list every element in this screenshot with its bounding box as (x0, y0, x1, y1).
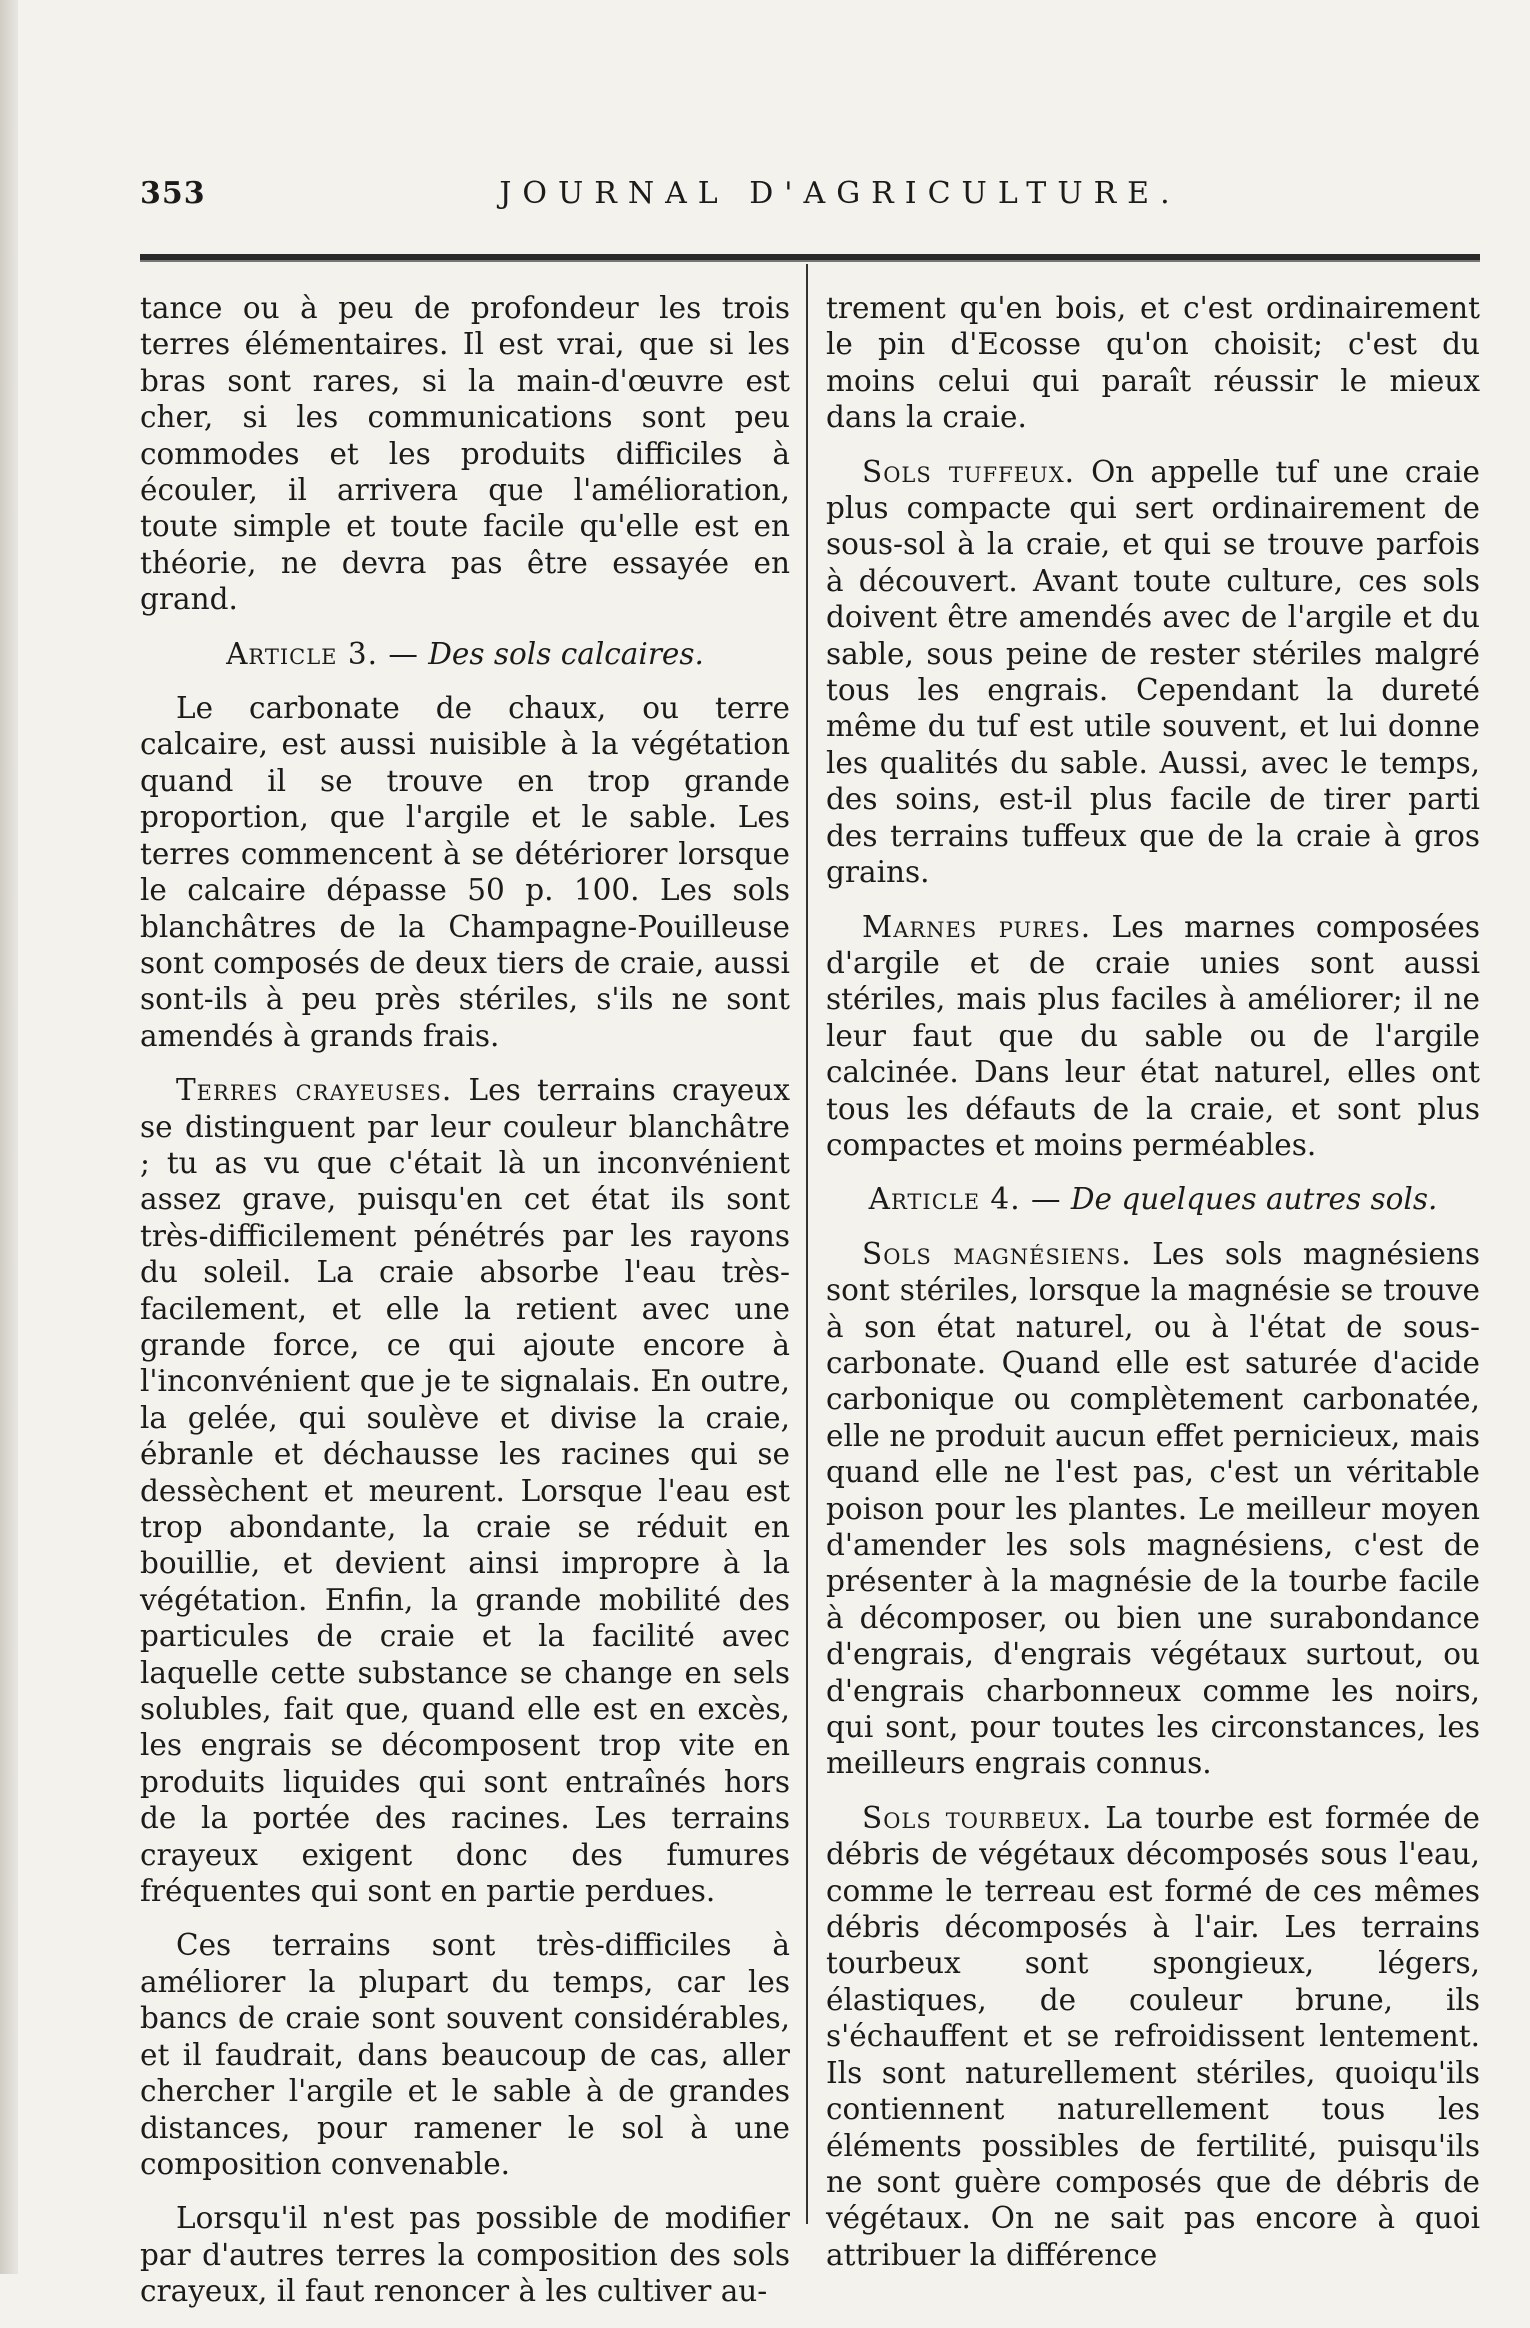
paragraph (826, 909, 1480, 1164)
article-heading (826, 1181, 1480, 1217)
section-lead: Sols tuffeux. (862, 454, 1076, 489)
paragraph (826, 454, 1480, 891)
paragraph-text: Les terrains crayeux se distinguent par leur couleur blanchâtre ; tu as vu que c'était là un inconvénient assez grave, puisqu'en cet état ils sont très-difficilement pénétrés par les rayons du soleil. La craie absorbe l'eau très-facilement, et elle la retient avec une grande force, ce qui ajoute encore à l'inconvénient que je te signalais. En outre, la gelée, qui soulève et divise la craie, ébranle et déchausse les racines qui se dessèchent et meurent. Lorsque l'eau est trop abondante, la craie se réduit en bouillie, et devient ainsi impropre à la végétation. Enfin, la grande mobilité des particules de craie et la facilité avec laquelle cette substance se change en sels solubles, fait que, quand elle est en excès, les engrais se décomposent trop vite en produits liquides qui sont entraînés hors de la portée des racines. Les terrains crayeux exigent donc des fumures fréquentes qui sont en partie perdues. (140, 1073, 790, 1909)
left-column (140, 290, 790, 2328)
header-rule (140, 254, 1480, 262)
paragraph (826, 1800, 1480, 2273)
running-title: JOURNAL D'AGRICULTURE. (499, 176, 1181, 211)
article-label: Article 4. — (868, 1182, 1062, 1217)
paragraph: Le carbonate de chaux, ou terre calcaire, est aussi nuisible à la végétation quand il se trouve en trop grande proportion, que l'argile et le sable. Les terres commencent à se détériorer lorsque le calcaire dépasse 50 p. 100. Les sols blanchâtres de la Champagne-Pouilleuse sont composés de deux tiers de craie, aussi sont-ils à peu près stériles, s'ils ne sont amendés à grands frais. (140, 691, 790, 1053)
right-column (826, 290, 1480, 2291)
section-lead: Marnes pures. (862, 909, 1092, 944)
section-lead: Terres crayeuses. (176, 1073, 453, 1108)
article-label: Article 3. — (226, 636, 419, 671)
article-title: De quelques autres sols. (1070, 1182, 1438, 1217)
section-lead: Sols tourbeux. (862, 1800, 1093, 1835)
article-heading (140, 636, 790, 672)
page-number: 353 (140, 176, 206, 211)
paragraph-text: Les sols magnésiens sont stériles, lorsque la magnésie se trouve à son état naturel, ou à l'état de sous-carbonate. Quand elle est saturée d'acide carbonique ou complètement carbonatée, elle ne produit aucun effet pernicieux, mais quand elle ne l'est pas, c'est un véritable poison pour les plantes. Le meilleur moyen d'amender les sols magnésiens, c'est de présenter à la magnésie de la tourbe facile à décomposer, ou bien une surabondance d'engrais, d'engrais végétaux surtout, ou d'engrais charbonneux comme les noirs, qui sont, pour toutes les circonstances, les meilleurs engrais connus. (826, 1236, 1480, 1781)
article-title: Des sols calcaires. (428, 636, 704, 671)
paragraph (826, 1236, 1480, 1782)
section-lead: Sols magnésiens. (862, 1236, 1132, 1271)
paragraph: tance ou à peu de profondeur les trois terres élémentaires. Il est vrai, que si les bras sont rares, si la main-d'œuvre est cher, si les communications sont peu commodes et les produits difficiles à écouler, il arrivera que l'amélioration, toute simple et toute facile qu'elle est en théorie, ne devra pas être essayée en grand. (140, 291, 790, 617)
page-header (140, 170, 1480, 230)
binding-edge (0, 0, 18, 2274)
paragraph-text: Les marnes composées d'argile et de craie unies sont aussi stériles, mais plus faciles à améliorer; il ne leur faut que du sable ou de l'argile calcinée. Dans leur état naturel, elles ont tous les défauts de la craie, et sont plus compactes et moins perméables. (826, 909, 1480, 1162)
paragraph-text: On appelle tuf une craie plus compacte qui sert ordinairement de sous-sol à la craie, et qui se trouve parfois à découvert. Avant toute culture, ces sols doivent être amendés avec de l'argile et du sable, sous peine de rester stériles malgré tous les engrais. Cependant la dureté même du tuf est utile souvent, et lui donne les qualités du sable. Aussi, avec le temps, des soins, est-il plus facile de tirer parti des terrains tuffeux que de la craie à gros grains. (826, 454, 1480, 890)
paragraph-text: La tourbe est formée de débris de végétaux décomposés sous l'eau, comme le terreau est formé de ces mêmes débris décomposés à l'air. Les terrains tourbeux sont spongieux, légers, élastiques, de couleur brune, ils s'échauffent et se refroidissent lentement. Ils sont naturellement stériles, quoiqu'ils contiennent naturellement tous les éléments possibles de fertilité, puisqu'ils ne sont guère composés que de débris de végétaux. On ne sait pas encore à quoi attribuer la différence (826, 1800, 1480, 2272)
paragraph: Ces terrains sont très-difficiles à améliorer la plupart du temps, car les bancs de craie sont souvent considérables, et il faudrait, dans beaucoup de cas, aller chercher l'argile et le sable à de grandes distances, pour ramener le sol à une composition convenable. (140, 1928, 790, 2181)
paragraph: trement qu'en bois, et c'est ordinairement le pin d'Ecosse qu'on choisit; c'est du moins celui qui paraît réussir le mieux dans la craie. (826, 291, 1480, 435)
paragraph: Lorsqu'il n'est pas possible de modifier par d'autres terres la composition des sols crayeux, il faut renoncer à les cultiver au- (140, 2201, 790, 2309)
paragraph (140, 1072, 790, 1909)
column-separator (806, 264, 808, 2224)
